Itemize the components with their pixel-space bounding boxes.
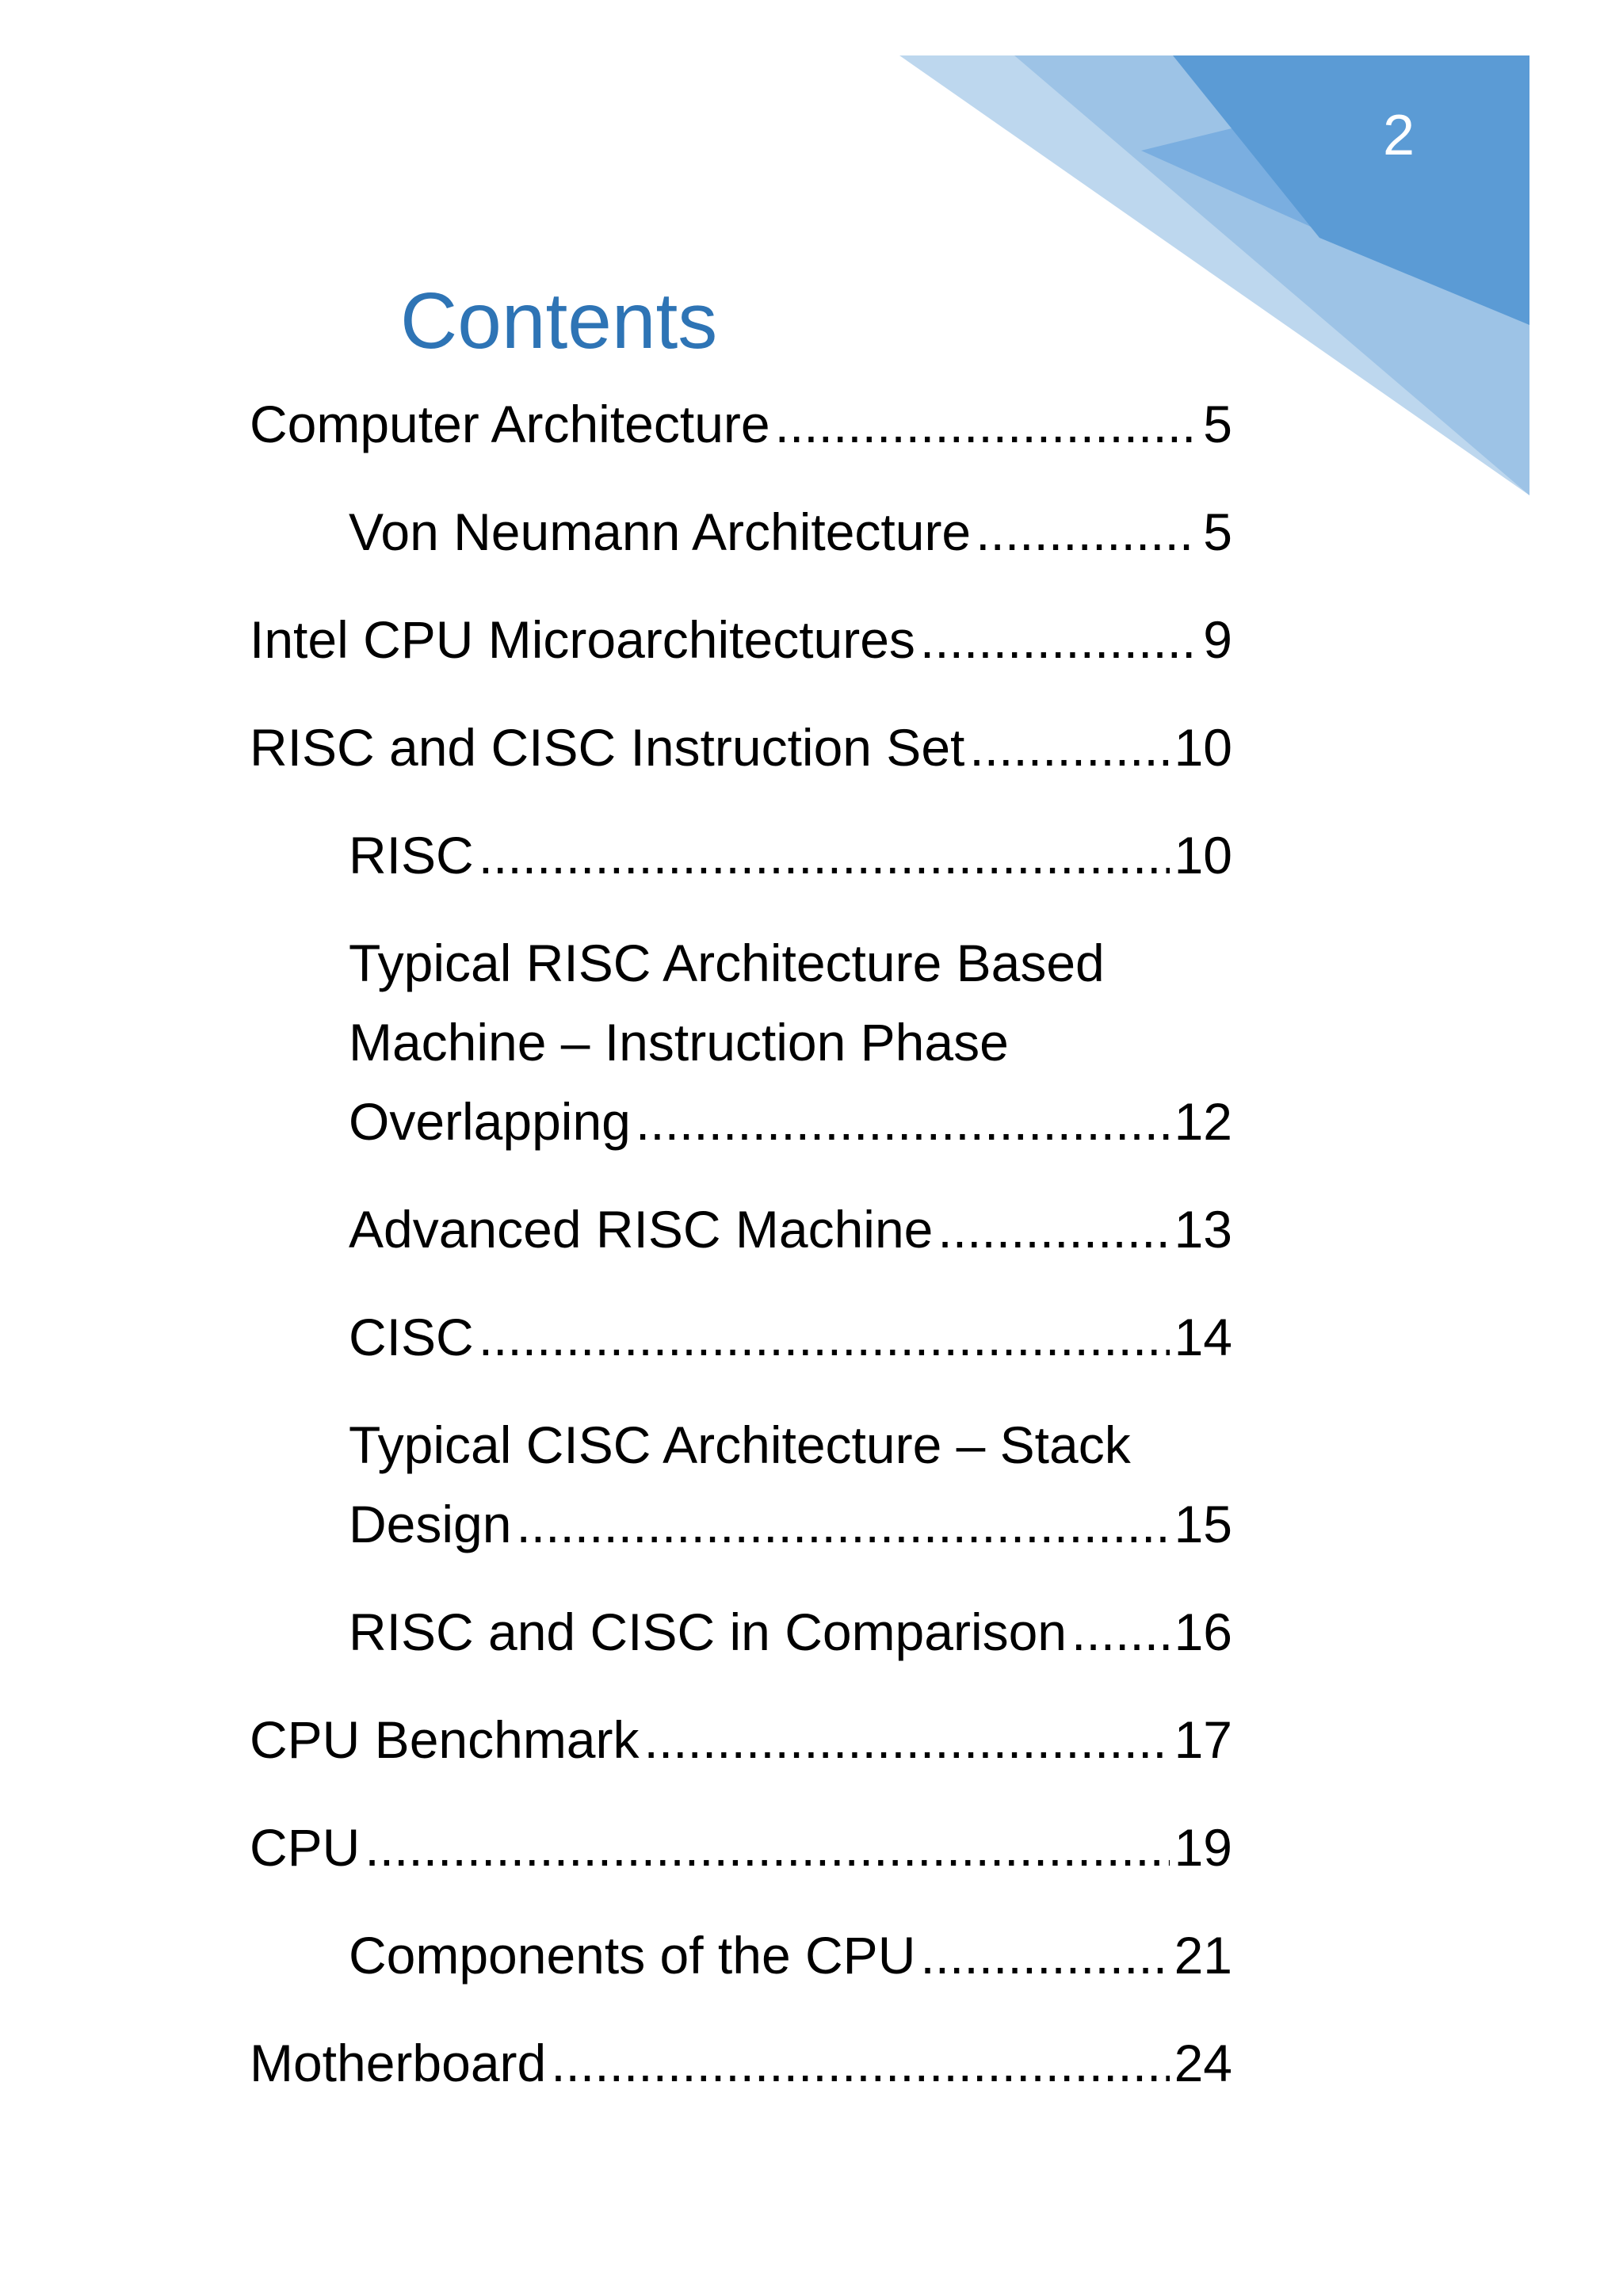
toc-dot-leader: [516, 1484, 1169, 1564]
toc-page-number: 24: [1174, 2034, 1232, 2092]
toc-dot-leader: [775, 384, 1199, 464]
toc-dot-leader: [920, 600, 1198, 679]
toc-dot-leader: [644, 1700, 1170, 1779]
toc-dot-leader: [938, 1190, 1169, 1269]
toc-entry[interactable]: [250, 708, 1232, 787]
toc-page-number: 14: [1174, 1308, 1232, 1366]
toc-entry[interactable]: [250, 1700, 1232, 1779]
toc-entry-title-line: Typical CISC Architecture – Stack: [349, 1415, 1131, 1474]
toc-dot-leader: [479, 816, 1170, 895]
toc-entry-title: RISC: [349, 826, 474, 884]
toc-page-number: 12: [1174, 1092, 1232, 1151]
toc-entry[interactable]: [250, 1916, 1232, 1995]
toc-entry-title-line: Typical RISC Architecture Based: [349, 934, 1105, 992]
toc-dot-leader: [636, 1082, 1170, 1161]
toc-dot-leader: [969, 708, 1169, 787]
toc-entry-title: RISC and CISC Instruction Set: [250, 718, 965, 777]
toc-entry[interactable]: [250, 1190, 1232, 1269]
page-number: 2: [1382, 104, 1415, 167]
toc-page-number: 10: [1174, 718, 1232, 777]
toc-dot-leader: [976, 492, 1198, 571]
toc-entry[interactable]: [250, 816, 1232, 895]
toc-page-number: 17: [1174, 1710, 1232, 1769]
toc-entry[interactable]: [250, 1297, 1232, 1377]
toc-page-number: 21: [1174, 1926, 1232, 1985]
toc-entry-title: Overlapping: [349, 1092, 631, 1151]
toc-entry-title-line: Machine – Instruction Phase: [349, 1013, 1009, 1072]
toc-page-number: 10: [1174, 826, 1232, 884]
toc-page-number: 13: [1174, 1200, 1232, 1259]
toc-entry-title: RISC and CISC in Comparison: [349, 1603, 1067, 1661]
toc-entry-title: Components of the CPU: [349, 1926, 916, 1985]
toc-entry-title: CPU Benchmark: [250, 1710, 640, 1769]
toc-entry-title: Computer Architecture: [250, 395, 770, 453]
toc-dot-leader: [365, 1808, 1169, 1887]
toc-entry[interactable]: [250, 1592, 1232, 1671]
toc-entry[interactable]: [250, 1405, 1232, 1564]
toc-entry-title: Advanced RISC Machine: [349, 1200, 934, 1259]
toc-dot-leader: [479, 1297, 1170, 1377]
toc-dot-leader: [551, 2023, 1169, 2103]
toc-entry[interactable]: [250, 600, 1232, 679]
toc-entry-title: Design: [349, 1495, 512, 1553]
table-of-contents: [250, 384, 1232, 2131]
toc-page-number: 19: [1174, 1818, 1232, 1877]
toc-entry-title: CPU: [250, 1818, 361, 1877]
toc-entry-title: Von Neumann Architecture: [349, 502, 972, 561]
toc-dot-leader: [1071, 1592, 1170, 1671]
toc-entry[interactable]: [250, 1808, 1232, 1887]
toc-entry-title: Intel CPU Microarchitectures: [250, 610, 915, 669]
toc-page-number: 15: [1174, 1495, 1232, 1553]
toc-entry-title: Motherboard: [250, 2034, 547, 2092]
toc-dot-leader: [920, 1916, 1169, 1995]
toc-page-number: 5: [1203, 502, 1232, 561]
toc-page-number: 5: [1203, 395, 1232, 453]
toc-entry[interactable]: [250, 492, 1232, 571]
toc-entry[interactable]: [250, 2023, 1232, 2103]
toc-entry[interactable]: [250, 384, 1232, 464]
toc-page-number: 9: [1203, 610, 1232, 669]
page-title: Contents: [400, 277, 718, 365]
toc-page-number: 16: [1174, 1603, 1232, 1661]
toc-entry-title: CISC: [349, 1308, 474, 1366]
toc-entry[interactable]: [250, 923, 1232, 1161]
